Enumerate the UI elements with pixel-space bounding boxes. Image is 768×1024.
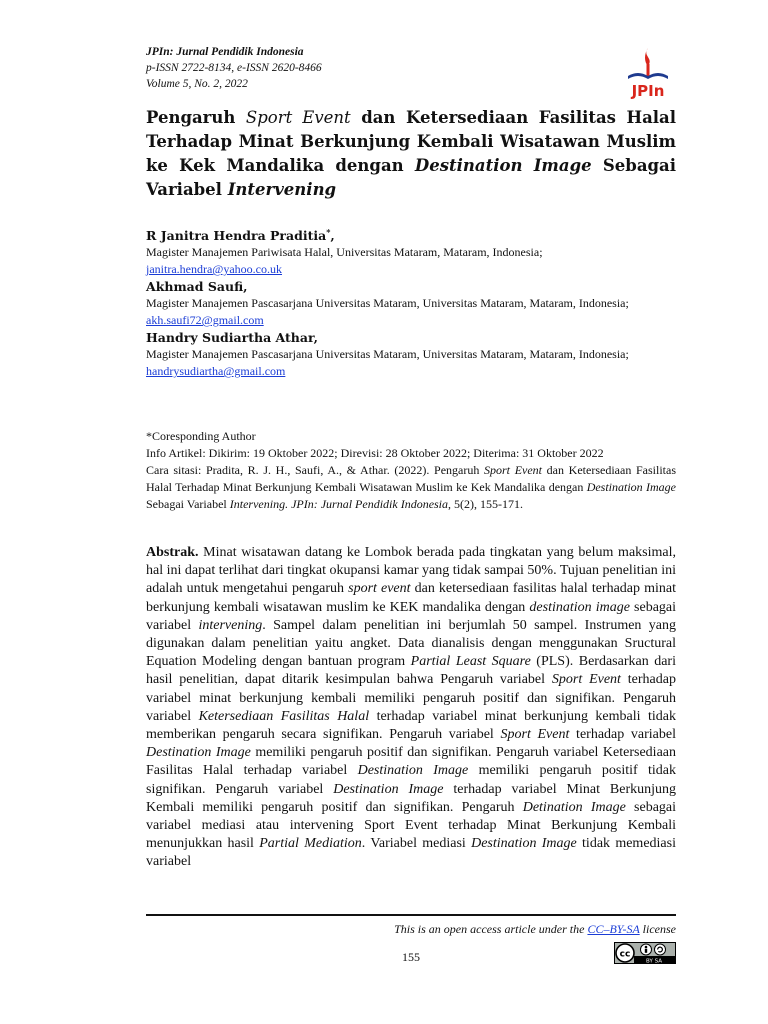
abstract-text: memiliki pengaruh positif dan signifikan. Pengaruh variabel Ketersediaan Fasilitas Halal terhadap variabel — [146, 745, 676, 779]
abstract-text: (PLS). Berdasarkan dari hasil penelitian, dapat ditarik kesimpulan bahwa Pengaruh variabel — [146, 654, 676, 688]
abstract-text: . Variabel mediasi — [361, 836, 472, 852]
abstract-text: tidak memediasi variabel — [146, 836, 676, 870]
citation-part: Sport Event — [484, 463, 543, 477]
abstract-text: Partial Mediation — [259, 836, 362, 852]
abstract-text: dan ketersediaan fasilitas halal terhadap minat berkunjung kembali wisatawan muslim ke KEK mandalika dengan — [146, 581, 676, 615]
abstract-text: Partial Least Square — [410, 654, 531, 670]
journal-volume: Volume 5, No. 2, 2022 — [146, 78, 248, 90]
abstract-text: intervening — [198, 617, 263, 633]
abstract-text: memiliki pengaruh positif tidak signifikan. Pengaruh variabel — [146, 763, 676, 797]
abstract-text: terhadap variabel — [569, 727, 677, 743]
abstract-text: sport event — [348, 581, 411, 597]
abstract-text: Destination Image — [333, 781, 444, 797]
page-number: 155 — [402, 950, 420, 964]
abstract-text: sebagai variabel — [146, 599, 677, 633]
article-dates: Info Artikel: Dikirim: 19 Oktober 2022; Direvisi: 28 Oktober 2022; Diterima: 31 Oktober 2022 — [146, 446, 604, 460]
corresponding-author-note: *Coresponding Author — [146, 429, 256, 443]
jpin-logo-icon — [620, 44, 676, 100]
abstract — [146, 544, 676, 872]
title-part: Intervening — [227, 180, 337, 199]
logo-text: JPIn — [631, 82, 665, 100]
author-affiliation: Magister Manajemen Pascasarjana Universitas Mataram, Universitas Mataram, Mataram, Indonesia; — [146, 296, 629, 311]
citation-part: dan Ketersediaan Fasilitas Halal Terhadap Minat Berkunjung Kembali Wisatawan Muslim ke Kek Mandalika dengan — [146, 463, 676, 494]
author-name-text: R Janitra Hendra Praditia — [146, 228, 327, 244]
abstract-text: Destination Image — [471, 836, 577, 852]
abstract-text: Destination Image — [357, 763, 469, 779]
license-note — [394, 922, 676, 937]
article-title — [146, 106, 676, 202]
author-block — [146, 329, 676, 380]
citation — [146, 462, 676, 513]
abstract-text: . Sampel dalam penelitian ini berjumlah 50 sampel. Instrumen yang digunakan dalam penelitian yaitu angket. Data dianalisis dengan menggunakan Sructural Equation Modeling dengan bantuan program — [146, 617, 676, 670]
title-part: Sebagai Variabel — [146, 156, 677, 199]
author-affiliation: Magister Manajemen Pascasarjana Universitas Mataram, Universitas Mataram, Mataram, Indonesia; — [146, 347, 629, 362]
svg-text:cc: cc — [619, 949, 631, 960]
abstract-text: Ketersediaan Fasilitas Halal — [198, 708, 370, 724]
author-suffix: , — [330, 228, 335, 244]
author-list — [146, 224, 676, 380]
abstract-text: Minat wisatawan datang ke Lombok berada pada tingkatan yang belum maksimal, hal ini dapat terlihat dari tingkat okupansi kamar yang tidak sampai 50%. Tujuan penelitian ini adalah untuk mengetahui pengaruh — [146, 545, 676, 597]
journal-header — [146, 44, 676, 100]
abstract-text: Sport Event — [500, 727, 570, 743]
author-name: Handry Sudiartha Athar, — [146, 330, 319, 346]
title-part: Sport Event — [245, 108, 351, 127]
cc-badge-text: BY SA — [646, 958, 662, 964]
title-part: Destination Image — [414, 156, 592, 175]
author-name: Akhmad Saufi, — [146, 279, 248, 295]
abstract-text: terhadap variabel minat berkunjung kembali memiliki pengaruh positif dan signifikan. Pengaruh variabel — [146, 672, 676, 724]
abstract-text: terhadap variabel Minat Berkunjung Kembali memiliki pengaruh positif dan signifikan. Pengaruh — [146, 781, 677, 815]
corresponding-mark: * — [326, 227, 331, 237]
license-link[interactable]: CC–BY-SA — [587, 922, 640, 936]
journal-name: JPIn: Jurnal Pendidik Indonesia — [146, 46, 304, 58]
citation-part: Destination Image — [586, 480, 676, 494]
abstract-text: Sport Event — [551, 672, 621, 688]
abstract-text: destination image — [529, 599, 630, 615]
citation-part: Cara sitasi: Pradita, R. J. H., Saufi, A., & Athar. (2022). Pengaruh — [146, 463, 485, 477]
title-part: Pengaruh — [146, 108, 246, 127]
journal-issn: p-ISSN 2722-8134, e-ISSN 2620-8466 — [146, 62, 322, 74]
license-text: license — [639, 922, 676, 936]
author-email-link[interactable]: handrysudiartha@gmail.com — [146, 364, 286, 379]
author-block — [146, 224, 676, 278]
article-info — [146, 428, 676, 513]
title-part: dan Ketersediaan Fasilitas Halal Terhadap Minat Berkunjung Kembali Wisatawan Muslim ke Kek Mandalika dengan — [146, 108, 677, 175]
citation-part: Intervening. JPIn: Jurnal Pendidik Indonesia — [229, 497, 449, 511]
cc-by-sa-badge-icon — [614, 942, 676, 964]
citation-part: Sebagai Variabel — [146, 497, 230, 511]
footer-divider — [146, 914, 676, 916]
abstract-label: Abstrak. — [146, 545, 199, 560]
abstract-text: Destination Image — [146, 745, 251, 761]
license-text: This is an open access article under the — [394, 922, 588, 936]
author-block — [146, 278, 676, 329]
author-email-link[interactable]: akh.saufi72@gmail.com — [146, 313, 264, 328]
abstract-text: terhadap variabel minat berkunjung kembali tidak memberikan pengaruh secara signifikan. Pengaruh variabel — [146, 708, 676, 743]
citation-part: , 5(2), 155-171. — [448, 497, 524, 511]
author-affiliation: Magister Manajemen Pariwisata Halal, Universitas Mataram, Mataram, Indonesia; — [146, 245, 543, 260]
abstract-text: Detination Image — [522, 799, 626, 815]
abstract-text: sebagai variabel mediasi atau intervening Sport Event terhadap Minat Berkunjung Kembali menunjukkan hasil — [146, 799, 677, 852]
author-name — [146, 224, 676, 244]
author-email-link[interactable]: janitra.hendra@yahoo.co.uk — [146, 262, 283, 277]
